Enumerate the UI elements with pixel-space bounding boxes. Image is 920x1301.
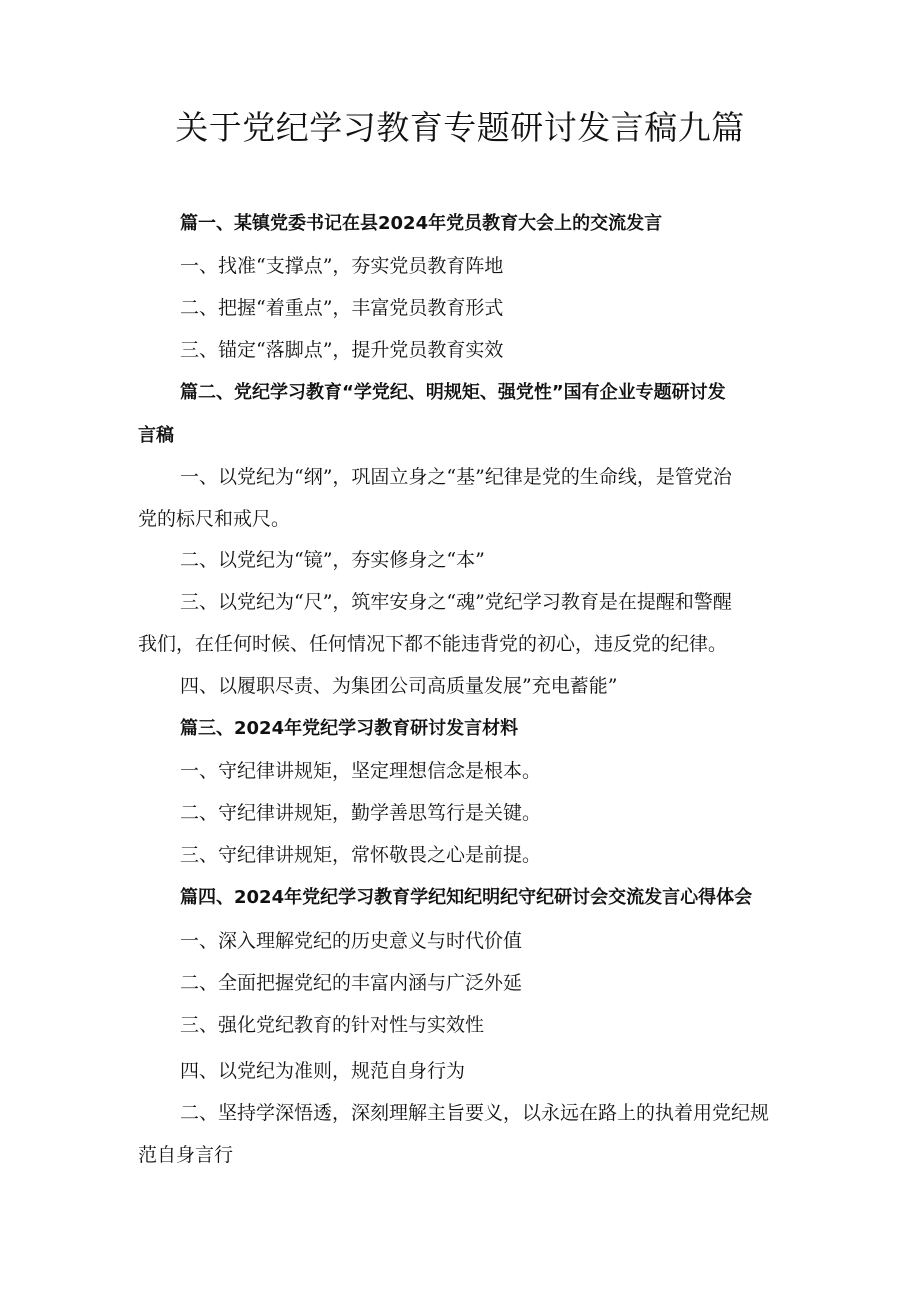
paragraph-line: 一、找准“支撑点”，夯实党员教育阵地 xyxy=(180,255,504,277)
paragraph-line: 四、以履职尽责、为集团公司高质量发展”充电蓄能” xyxy=(180,675,618,697)
document-title: 关于党纪学习教育专题研讨发言稿九篇 xyxy=(175,108,745,147)
section-heading: 篇二、党纪学习教育“学党纪、明规矩、强党性”国有企业专题研讨发 xyxy=(180,382,726,403)
paragraph-line-continuation: 党的标尺和戒尺。 xyxy=(138,508,291,530)
paragraph-line-continuation: 我们，在任何时候、任何情况下都不能违背党的初心，违反党的纪律。 xyxy=(138,633,728,655)
paragraph-line: 二、全面把握党纪的丰富内涵与广泛外延 xyxy=(180,972,523,994)
paragraph-line: 一、以党纪为“纲”，巩固立身之“基”纪律是党的生命线，是管党治 xyxy=(180,466,732,488)
paragraph-line-continuation: 范自身言行 xyxy=(138,1144,234,1166)
paragraph-line: 三、守纪律讲规矩，常怀敬畏之心是前提。 xyxy=(180,844,542,866)
paragraph-line: 三、强化党纪教育的针对性与实效性 xyxy=(180,1014,485,1036)
section-heading: 篇四、2024年党纪学习教育学纪知纪明纪守纪研讨会交流发言心得体会 xyxy=(180,887,753,908)
paragraph-line: 一、深入理解党纪的历史意义与时代价值 xyxy=(180,930,523,952)
paragraph-line: 一、守纪律讲规矩，坚定理想信念是根本。 xyxy=(180,760,542,782)
paragraph-line: 二、把握“着重点”，丰富党员教育形式 xyxy=(180,297,504,319)
section-heading: 篇三、2024年党纪学习教育研讨发言材料 xyxy=(180,718,519,739)
section-heading-continuation: 言稿 xyxy=(138,425,174,446)
paragraph-line: 三、锚定“落脚点”，提升党员教育实效 xyxy=(180,339,504,361)
paragraph-line: 二、守纪律讲规矩，勤学善思笃行是关键。 xyxy=(180,802,542,824)
section-heading: 篇一、某镇党委书记在县2024年党员教育大会上的交流发言 xyxy=(180,213,663,234)
paragraph-line: 三、以党纪为“尺”，筑牢安身之“魂”党纪学习教育是在提醒和警醒 xyxy=(180,591,732,613)
paragraph-line: 二、以党纪为“镜”，夯实修身之“本” xyxy=(180,549,485,571)
paragraph-line: 四、以党纪为准则，规范自身行为 xyxy=(180,1060,466,1082)
paragraph-line: 二、坚持学深悟透，深刻理解主旨要义，以永远在路上的执着用党纪规 xyxy=(180,1102,770,1124)
